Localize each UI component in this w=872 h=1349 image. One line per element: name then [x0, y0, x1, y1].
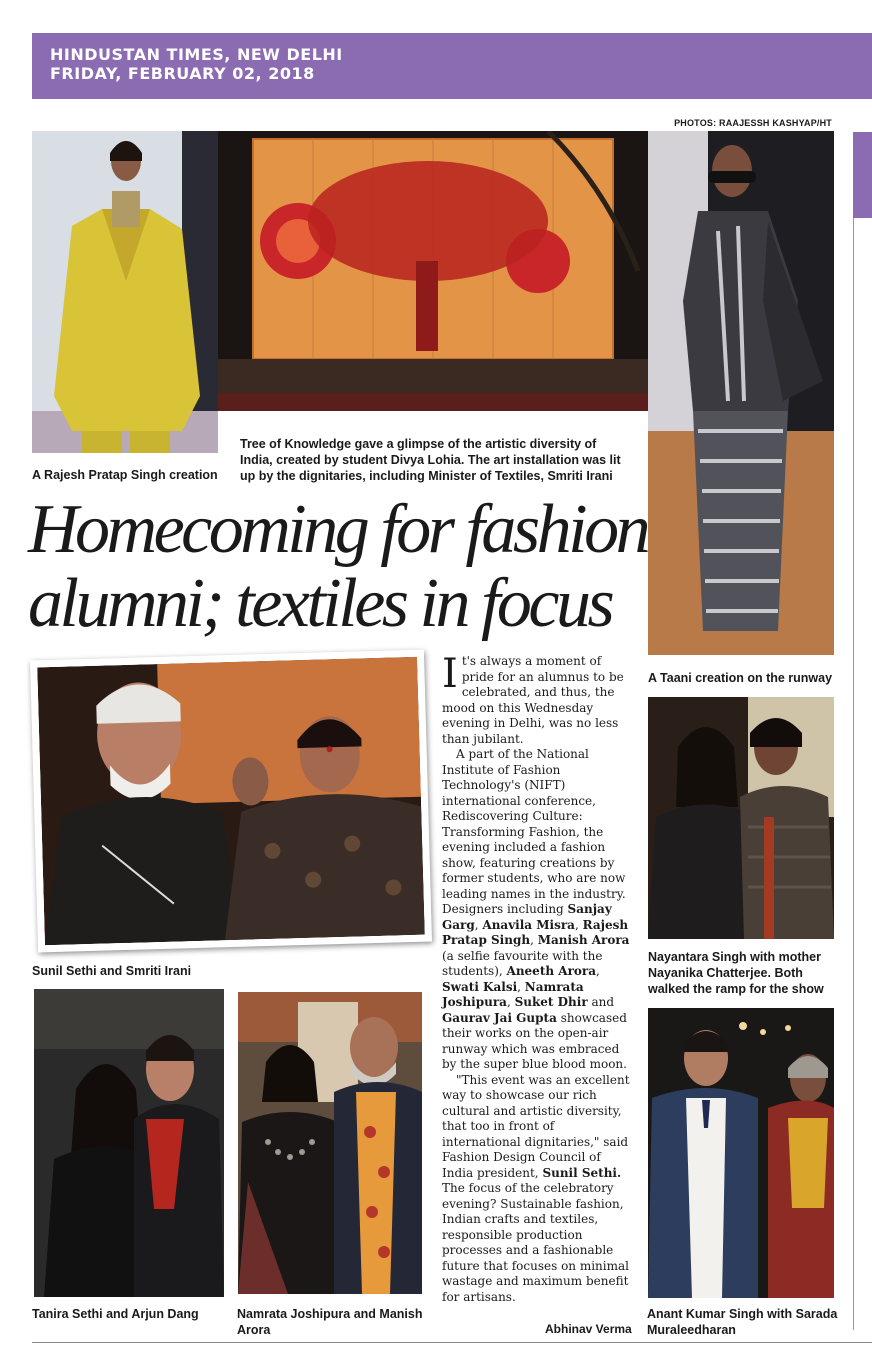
photo-credit: PHOTOS: RAAJESSH KASHYAP/HT	[674, 118, 832, 128]
article-byline: Abhinav Verma	[545, 1322, 632, 1336]
caption-namrata-joshipura: Namrata Joshipura and Manish Arora	[237, 1307, 423, 1337]
article-paragraph-3: "This event was an excellent way to showcase our rich cultural and artistic diversity, that too in front of international dignitaries," said Fashion Design Council of India president, Sunil Sethi. The focus of the celebratory evening? Sustainable fashion, Indian crafts and textiles, responsible production processes and a fashionable future that focuses on minimal wastage and maximum benefit for artisans.	[442, 1072, 630, 1304]
designer-anavila-misra: Anavila Misra	[482, 917, 575, 932]
article-dropcap: I	[442, 651, 458, 697]
headline-line-2: alumni; textiles in focus	[28, 565, 612, 642]
article-name-sunil-sethi: Sunil Sethi.	[542, 1165, 622, 1180]
designer-suket-dhir: Suket Dhir	[514, 995, 588, 1009]
designer-manish-arora: Manish Arora	[537, 933, 630, 947]
caption-tree-of-knowledge: Tree of Knowledge gave a glimpse of the artistic diversity of India, created by student Divya Lohia. The art installation was lit up by the dignitaries, including Minister of Textiles, Smriti Irani	[240, 437, 621, 483]
photo-rajesh-pratap-singh-creation	[32, 131, 218, 453]
designer-aneeth-arora: Aneeth Arora	[506, 964, 596, 978]
caption-anant-kumar-singh: Anant Kumar Singh with Sarada Muraleedharan	[647, 1307, 838, 1337]
caption-taani: A Taani creation on the runway	[648, 671, 833, 685]
photo-tanira-sethi-arjun-dang	[34, 989, 224, 1297]
photo-nayantara-singh	[648, 697, 834, 939]
caption-tanira-sethi: Tanira Sethi and Arjun Dang	[32, 1307, 199, 1321]
designer-swati-kalsi: Swati Kalsi	[442, 979, 518, 994]
masthead-publication: HINDUSTAN TIMES, NEW DELHI	[50, 45, 343, 64]
adjacent-page-banner	[853, 132, 872, 218]
masthead-banner	[32, 33, 872, 99]
adjacent-page-edge	[853, 132, 872, 1330]
article-paragraph-1: t's always a moment of pride for an alumnus to be celebrated, and thus, the mood on this Wednesday evening in Delhi, was no less than jubilant.	[442, 654, 624, 746]
photo-sunil-sethi-smriti-irani	[30, 650, 432, 953]
page-bottom-rule	[32, 1342, 872, 1343]
photo-anant-kumar-singh	[648, 1008, 834, 1298]
photo-taani-creation	[648, 131, 834, 655]
designer-rajesh-pratap-singh: Rajesh Pratap Singh	[442, 917, 629, 947]
designer-namrata-joshipura: Namrata Joshipura	[442, 979, 584, 1009]
designer-gaurav-jai-gupta: Gaurav Jai Gupta	[442, 1010, 557, 1025]
photo-tree-of-knowledge	[218, 131, 648, 411]
caption-rajesh-pratap-singh: A Rajesh Pratap Singh creation	[32, 468, 218, 482]
photo-namrata-joshipura-manish-arora	[238, 992, 422, 1294]
article-paragraph-2: A part of the National Institute of Fashion Technology's (NIFT) international conference, Rediscovering Culture: Transforming Fashion, the evening included a fashion show, featuring creations by former students, who are now leading names in the industry. Designers including Sanjay Garg, Anavila Misra, Rajesh Pratap Singh, Manish Arora (a selfie favourite with the students), Aneeth Arora, Swati Kalsi, Namrata Joshipura, Suket Dhir and Gaurav Jai Gupta showcased their works on the open-air runway which was embraced by the super blue blood moon.	[442, 747, 630, 1071]
caption-nayantara-singh: Nayantara Singh with mother Nayanika Chatterjee. Both walked the ramp for the show	[648, 950, 824, 996]
designer-sanjay-garg: Sanjay Garg	[442, 902, 612, 932]
article-body	[442, 651, 630, 1305]
headline-line-1: Homecoming for fashion	[28, 491, 648, 568]
masthead-date: FRIDAY, FEBRUARY 02, 2018	[50, 64, 315, 83]
caption-sunil-sethi: Sunil Sethi and Smriti Irani	[32, 964, 192, 978]
